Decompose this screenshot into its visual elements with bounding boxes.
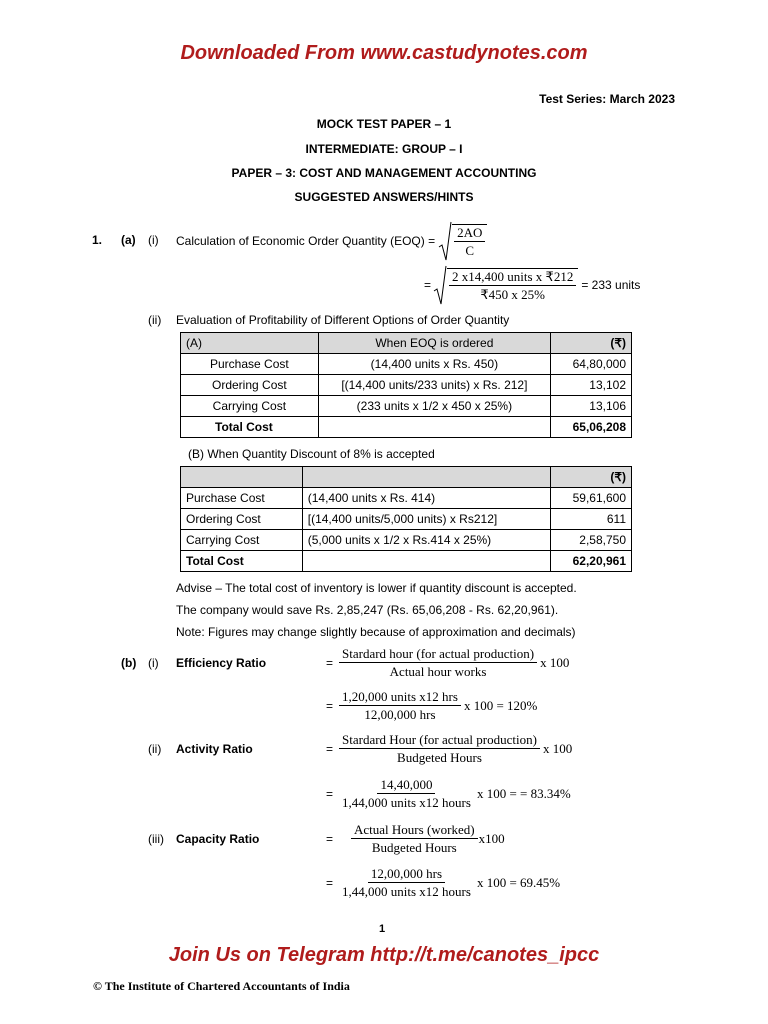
table-cell: 13,102 — [551, 375, 632, 396]
table-row — [181, 354, 632, 375]
capacity-ratio-label: Capacity Ratio — [176, 832, 260, 846]
eoq-calc-numerator: 2 x14,400 units x ₹212 — [449, 269, 576, 286]
evaluation-label: Evaluation of Profitability of Different Options of Order Quantity — [176, 313, 510, 327]
ratio-sub-label: (ii) — [148, 742, 162, 756]
formula-numerator: Stardard hour (for actual production) — [339, 646, 537, 663]
table-cell: 2,58,750 — [551, 530, 632, 551]
table-cell: [(14,400 units/233 units) x Rs. 212] — [318, 375, 550, 396]
eoq-definition — [176, 220, 487, 262]
table-cell: (14,400 units x Rs. 414) — [302, 488, 550, 509]
calc-denominator: 1,44,000 units x12 hours — [342, 884, 471, 899]
table-row — [181, 530, 632, 551]
eoq-formula-denominator: C — [465, 242, 475, 258]
question-number: 1. — [92, 233, 103, 247]
formula-numerator: Actual Hours (worked) — [351, 822, 478, 839]
capacity-calculation — [326, 866, 560, 900]
table-eoq-ordered — [180, 332, 632, 438]
table-row — [181, 396, 632, 417]
table-cell — [318, 417, 550, 438]
formula-numerator: Stardard Hour (for actual production) — [339, 732, 540, 749]
copyright-notice: © The Institute of Chartered Accountants of India — [93, 979, 350, 993]
paper-title-3: PAPER – 3: COST AND MANAGEMENT ACCOUNTING — [231, 166, 537, 180]
table-row — [181, 488, 632, 509]
equals-sign: = — [326, 832, 334, 846]
table-header-cell: (₹) — [551, 467, 632, 488]
page-number: 1 — [379, 923, 386, 935]
table-cell: Total Cost — [181, 417, 319, 438]
header-banner-link[interactable]: Downloaded From www.castudynotes.com — [180, 42, 588, 64]
table-cell: Purchase Cost — [181, 354, 319, 375]
equals-sign: = — [424, 278, 432, 292]
table-cell: Carrying Cost — [181, 396, 319, 417]
advice-line-1: Advise – The total cost of inventory is lower if quantity discount is accepted. — [176, 581, 577, 595]
table-header-cell — [302, 467, 550, 488]
table-row — [181, 375, 632, 396]
table-header-cell: (A) — [181, 333, 319, 354]
table-cell: (14,400 units x Rs. 450) — [318, 354, 550, 375]
table-quantity-discount — [180, 466, 632, 572]
formula-tail: x 100 — [542, 741, 573, 756]
paper-title-2: INTERMEDIATE: GROUP – I — [305, 142, 463, 156]
table-cell: Ordering Cost — [181, 509, 303, 530]
table-cell: Purchase Cost — [181, 488, 303, 509]
calc-denominator: 12,00,000 hrs — [364, 707, 436, 722]
equals-sign: = — [326, 656, 334, 670]
equals-sign: = — [326, 742, 334, 756]
efficiency-formula — [326, 646, 569, 680]
table-cell: (5,000 units x 1/2 x Rs.414 x 25%) — [302, 530, 550, 551]
table-header-row — [181, 467, 632, 488]
advice-line-2: The company would save Rs. 2,85,247 (Rs. 65,06,208 - Rs. 62,20,961). — [176, 603, 559, 617]
activity-calculation — [326, 777, 571, 811]
table-cell: (233 units x 1/2 x 450 x 25%) — [318, 396, 550, 417]
part-a-label: (a) — [121, 233, 136, 247]
eoq-calc-denominator: ₹450 x 25% — [480, 286, 545, 302]
calc-numerator: 14,40,000 — [377, 777, 435, 794]
sqrt-sign — [433, 265, 578, 305]
table-cell: [(14,400 units/5,000 units) x Rs212] — [302, 509, 550, 530]
table-total-row — [181, 417, 632, 438]
paper-title-4: SUGGESTED ANSWERS/HINTS — [294, 190, 474, 204]
sub-i-label: (i) — [148, 233, 159, 247]
ratio-sub-label: (iii) — [148, 832, 164, 846]
footer-banner-link[interactable]: Join Us on Telegram http://t.me/canotes_ipcc — [168, 944, 600, 966]
formula-tail: x 100 — [540, 655, 570, 670]
calc-result: x 100 = 69.45% — [476, 875, 561, 890]
formula-tail: x100 — [478, 831, 505, 846]
sub-ii-label: (ii) — [148, 313, 162, 327]
sqrt-sign — [438, 221, 487, 261]
table-cell: Ordering Cost — [181, 375, 319, 396]
table-cell: 611 — [551, 509, 632, 530]
eoq-formula-numerator: 2AO — [454, 225, 485, 242]
activity-formula — [326, 732, 572, 766]
formula-denominator: Budgeted Hours — [397, 750, 482, 765]
test-series-label: Test Series: March 2023 — [539, 92, 675, 106]
efficiency-calculation — [326, 689, 537, 723]
table-header-cell: When EOQ is ordered — [318, 333, 550, 354]
calc-result: x 100 = 120% — [463, 698, 538, 713]
equals-sign: = — [326, 876, 334, 890]
paper-title-1: MOCK TEST PAPER – 1 — [316, 117, 452, 131]
table-cell: 13,106 — [551, 396, 632, 417]
table-cell — [302, 551, 550, 572]
formula-denominator: Budgeted Hours — [371, 840, 457, 855]
capacity-formula — [326, 822, 505, 856]
table-b-label: (B) When Quantity Discount of 8% is accepted — [188, 447, 435, 461]
eoq-result: = 233 units — [581, 278, 641, 292]
eoq-label: Calculation of Economic Order Quantity (EOQ) = — [176, 234, 436, 248]
calc-numerator: 12,00,000 hrs — [368, 866, 445, 883]
table-header-cell — [181, 467, 303, 488]
table-total-row — [181, 551, 632, 572]
calc-denominator: 1,44,000 units x12 hours — [342, 795, 471, 810]
eoq-calculation — [424, 264, 640, 306]
ratio-sub-label: (i) — [148, 656, 159, 670]
advice-note: Note: Figures may change slightly because of approximation and decimals) — [176, 625, 576, 639]
equals-sign: = — [326, 787, 334, 801]
activity-ratio-label: Activity Ratio — [176, 742, 253, 756]
table-cell: Carrying Cost — [181, 530, 303, 551]
formula-denominator: Actual hour works — [389, 664, 487, 679]
equals-sign: = — [326, 699, 334, 713]
calc-result: x 100 = = 83.34% — [476, 786, 571, 801]
calc-numerator: 1,20,000 units x12 hrs — [339, 689, 461, 706]
table-cell: 59,61,600 — [551, 488, 632, 509]
part-b-label: (b) — [121, 656, 137, 670]
efficiency-ratio-label: Efficiency Ratio — [176, 656, 267, 670]
table-cell: 64,80,000 — [551, 354, 632, 375]
table-row — [181, 509, 632, 530]
table-cell: 62,20,961 — [551, 551, 632, 572]
table-header-cell: (₹) — [551, 333, 632, 354]
table-header-row — [181, 333, 632, 354]
table-cell: 65,06,208 — [551, 417, 632, 438]
table-cell: Total Cost — [181, 551, 303, 572]
